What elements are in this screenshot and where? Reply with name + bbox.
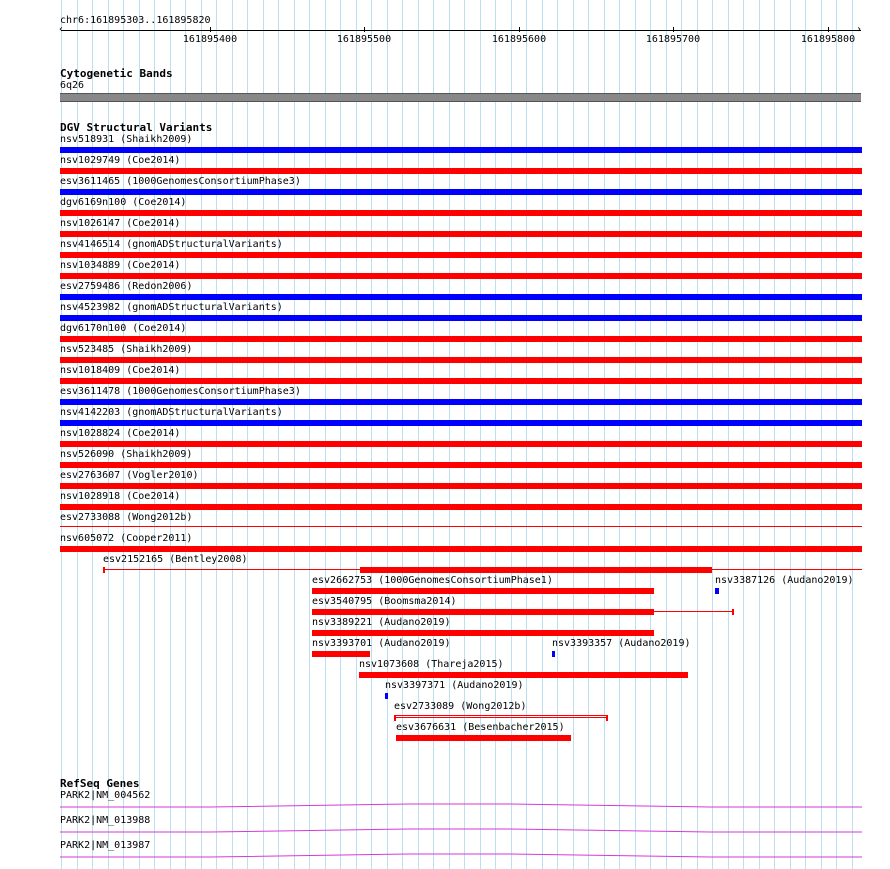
refseq-gene-label[interactable]: PARK2|NM_004562 xyxy=(60,790,151,801)
dgv-feature-bar[interactable] xyxy=(715,588,719,594)
feature-study: (gnomADStructuralVariants) xyxy=(120,407,283,418)
gridline xyxy=(356,0,357,869)
gridline xyxy=(821,0,822,869)
dgv-feature-bar[interactable] xyxy=(394,715,608,716)
gridline xyxy=(728,0,729,869)
dgv-feature-bar[interactable] xyxy=(60,252,862,258)
feature-study: (Wong2012b) xyxy=(120,512,193,523)
gridline xyxy=(573,0,574,869)
ruler-tick-label: 161895700 xyxy=(645,34,701,45)
dgv-feature-bar[interactable] xyxy=(60,546,862,552)
dgv-feature-bar[interactable] xyxy=(60,357,862,363)
gridline xyxy=(216,0,217,869)
feature-id: esv3611465 xyxy=(60,176,121,187)
location-label: chr6:161895303..161895820 xyxy=(60,15,211,26)
dgv-feature-bar[interactable] xyxy=(552,651,555,657)
feature-id: nsv605072 xyxy=(60,533,115,544)
dgv-feature-label[interactable] xyxy=(394,701,526,713)
dgv-track-title: DGV Structural Variants xyxy=(60,121,213,134)
dgv-feature-label[interactable] xyxy=(60,386,301,398)
intron-connector xyxy=(60,804,862,807)
refseq-gene-intron-line[interactable] xyxy=(60,803,862,809)
intron-connector xyxy=(60,829,862,832)
feature-study: (Redon2006) xyxy=(120,281,193,292)
feature-id: nsv4142203 xyxy=(60,407,121,418)
dgv-feature-label[interactable] xyxy=(312,617,451,629)
refseq-gene-intron-line[interactable] xyxy=(60,828,862,834)
feature-id: nsv1029749 xyxy=(60,155,121,166)
dgv-feature-bar[interactable] xyxy=(60,441,862,447)
feature-study: (1000GenomesConsortiumPhase3) xyxy=(120,176,301,187)
gridline xyxy=(805,0,806,869)
feature-id: esv3611478 xyxy=(60,386,121,397)
feature-id: nsv526090 xyxy=(60,449,115,460)
feature-id: nsv523485 xyxy=(60,344,115,355)
feature-study: (Coe2014) xyxy=(120,155,181,166)
dgv-feature-bar[interactable] xyxy=(60,168,862,174)
dgv-feature-label[interactable] xyxy=(60,239,283,251)
feature-study: (Coe2014) xyxy=(120,260,181,271)
dgv-feature-label[interactable] xyxy=(60,470,199,482)
feature-id: nsv1028824 xyxy=(60,428,121,439)
dgv-feature-label[interactable] xyxy=(385,680,524,692)
dgv-feature-bar[interactable] xyxy=(359,672,688,678)
feature-study: (Audano2019) xyxy=(372,617,451,628)
feature-id: nsv3393701 xyxy=(312,638,373,649)
dgv-feature-bar[interactable] xyxy=(312,651,370,657)
gridline xyxy=(387,0,388,869)
gridline xyxy=(650,0,651,869)
dgv-feature-bar[interactable] xyxy=(60,231,862,237)
gridline xyxy=(247,0,248,869)
dgv-feature-bar[interactable] xyxy=(312,609,654,615)
feature-id: dgv6169n100 xyxy=(60,197,127,208)
feature-study: (gnomADStructuralVariants) xyxy=(120,302,283,313)
feature-id: nsv3393357 xyxy=(552,638,613,649)
feature-id: nsv3387126 xyxy=(715,575,776,586)
dgv-feature-bar[interactable] xyxy=(60,399,862,405)
feature-study: (Besenbacher2015) xyxy=(456,722,565,733)
dgv-feature-label[interactable] xyxy=(60,428,180,440)
dgv-feature-end-cap xyxy=(732,609,734,615)
feature-id: dgv6170n100 xyxy=(60,323,127,334)
gridline xyxy=(278,0,279,869)
feature-id: esv3676631 xyxy=(396,722,457,733)
gridline xyxy=(712,0,713,869)
feature-id: esv2733089 xyxy=(394,701,455,712)
gridline xyxy=(697,0,698,869)
feature-study: (Coe2014) xyxy=(126,323,187,334)
feature-id: nsv3389221 xyxy=(312,617,373,628)
dgv-feature-label[interactable] xyxy=(60,512,192,524)
dgv-feature-end-cap xyxy=(103,567,105,573)
ruler-tick-label: 161895400 xyxy=(182,34,238,45)
feature-study: (1000GenomesConsortiumPhase1) xyxy=(372,575,553,586)
feature-study: (Audano2019) xyxy=(372,638,451,649)
ruler-tick xyxy=(519,27,520,32)
gridline xyxy=(852,0,853,869)
refseq-gene-label[interactable]: PARK2|NM_013987 xyxy=(60,840,151,851)
feature-id: nsv1026147 xyxy=(60,218,121,229)
gridline xyxy=(340,0,341,869)
feature-study: (Cooper2011) xyxy=(114,533,193,544)
gridline xyxy=(263,0,264,869)
feature-id: esv3540795 xyxy=(312,596,373,607)
feature-study: (Shaikh2009) xyxy=(114,134,193,145)
feature-id: esv2733088 xyxy=(60,512,121,523)
ruler-right-arrow: › xyxy=(856,24,863,35)
ruler-tick xyxy=(828,27,829,32)
refseq-gene-intron-line[interactable] xyxy=(60,853,862,859)
dgv-feature-label[interactable] xyxy=(312,575,553,587)
feature-study: (Thareja2015) xyxy=(419,659,504,670)
feature-id: nsv1073608 xyxy=(359,659,420,670)
dgv-feature-label[interactable] xyxy=(60,302,283,314)
feature-study: (Boomsma2014) xyxy=(372,596,457,607)
feature-id: nsv1018409 xyxy=(60,365,121,376)
dgv-feature-bar[interactable] xyxy=(60,315,862,321)
dgv-feature-label[interactable] xyxy=(60,365,180,377)
dgv-feature-label[interactable] xyxy=(552,638,691,650)
gridline xyxy=(836,0,837,869)
feature-study: (Coe2014) xyxy=(126,197,187,208)
dgv-feature-label[interactable] xyxy=(60,449,192,461)
feature-id: esv2763607 xyxy=(60,470,121,481)
dgv-feature-label[interactable] xyxy=(359,659,504,671)
feature-id: nsv4523982 xyxy=(60,302,121,313)
dgv-feature-bar[interactable] xyxy=(60,147,862,153)
feature-id: nsv4146514 xyxy=(60,239,121,250)
gridline xyxy=(666,0,667,869)
dgv-feature-label[interactable] xyxy=(60,344,192,356)
dgv-feature-label[interactable] xyxy=(715,575,854,587)
cytoband-bar[interactable] xyxy=(60,93,861,102)
dgv-feature-bar[interactable] xyxy=(60,294,862,300)
dgv-feature-bar[interactable] xyxy=(60,210,862,216)
dgv-feature-label[interactable] xyxy=(60,134,192,146)
gridline xyxy=(232,0,233,869)
dgv-feature-label[interactable] xyxy=(60,407,283,419)
dgv-feature-label[interactable] xyxy=(60,218,180,230)
gridline xyxy=(604,0,605,869)
dgv-feature-bar[interactable] xyxy=(60,273,862,279)
dgv-feature-label[interactable] xyxy=(60,323,186,335)
dgv-feature-bar[interactable] xyxy=(360,567,712,573)
dgv-feature-extent-line xyxy=(394,717,608,718)
gridline xyxy=(371,0,372,869)
gridline xyxy=(681,0,682,869)
feature-id: esv2662753 xyxy=(312,575,373,586)
feature-study: (Audano2019) xyxy=(445,680,524,691)
refseq-gene-label[interactable]: PARK2|NM_013988 xyxy=(60,815,151,826)
cytoband-track-title: Cytogenetic Bands xyxy=(60,67,173,80)
gridline xyxy=(635,0,636,869)
feature-id: nsv3397371 xyxy=(385,680,446,691)
dgv-feature-label[interactable] xyxy=(312,638,451,650)
refseq-track-title: RefSeq Genes xyxy=(60,777,140,790)
ruler-tick-label: 161895500 xyxy=(336,34,392,45)
gridline xyxy=(309,0,310,869)
dgv-feature-bar[interactable] xyxy=(60,336,862,342)
dgv-feature-label[interactable] xyxy=(60,176,301,188)
gridline xyxy=(743,0,744,869)
gridline xyxy=(588,0,589,869)
feature-study: (Bentley2008) xyxy=(163,554,248,565)
feature-study: (Coe2014) xyxy=(120,491,181,502)
ruler-tick xyxy=(210,27,211,32)
dgv-feature-bar[interactable] xyxy=(60,483,862,489)
dgv-feature-bar[interactable] xyxy=(60,462,862,468)
dgv-feature-label[interactable] xyxy=(60,533,192,545)
feature-study: (Wong2012b) xyxy=(454,701,527,712)
dgv-feature-bar[interactable] xyxy=(312,588,654,594)
gridline xyxy=(619,0,620,869)
dgv-feature-bar[interactable] xyxy=(60,378,862,384)
dgv-feature-bar[interactable] xyxy=(312,630,654,636)
feature-study: (Audano2019) xyxy=(775,575,854,586)
feature-id: nsv1028918 xyxy=(60,491,121,502)
intron-connector xyxy=(60,854,862,857)
dgv-feature-label[interactable] xyxy=(60,491,180,503)
ruler-line xyxy=(61,30,861,31)
feature-study: (gnomADStructuralVariants) xyxy=(120,239,283,250)
ruler-tick-label: 161895800 xyxy=(800,34,856,45)
feature-study: (Shaikh2009) xyxy=(114,344,193,355)
gridline xyxy=(294,0,295,869)
dgv-feature-label[interactable] xyxy=(103,554,248,566)
dgv-feature-label[interactable] xyxy=(396,722,565,734)
ruler-left-arrow: ‹ xyxy=(58,24,65,35)
ruler-tick-label: 161895600 xyxy=(491,34,547,45)
feature-study: (Shaikh2009) xyxy=(114,449,193,460)
dgv-feature-bar[interactable] xyxy=(60,189,862,195)
dgv-feature-bar[interactable] xyxy=(396,735,571,741)
feature-study: (Vogler2010) xyxy=(120,470,199,481)
gridline xyxy=(774,0,775,869)
dgv-feature-bar[interactable] xyxy=(60,504,862,510)
feature-id: nsv518931 xyxy=(60,134,115,145)
dgv-feature-bar[interactable] xyxy=(60,526,862,527)
gridline xyxy=(325,0,326,869)
feature-study: (Coe2014) xyxy=(120,428,181,439)
dgv-feature-bar[interactable] xyxy=(60,420,862,426)
feature-study: (Coe2014) xyxy=(120,365,181,376)
feature-id: nsv1034889 xyxy=(60,260,121,271)
ruler-tick xyxy=(673,27,674,32)
dgv-feature-label[interactable] xyxy=(60,155,180,167)
cytoband-label[interactable]: 6q26 xyxy=(60,80,85,91)
dgv-feature-label[interactable] xyxy=(60,260,180,272)
dgv-feature-label[interactable] xyxy=(60,281,192,293)
feature-id: esv2759486 xyxy=(60,281,121,292)
feature-study: (1000GenomesConsortiumPhase3) xyxy=(120,386,301,397)
dgv-feature-bar[interactable] xyxy=(385,693,388,699)
gridline xyxy=(759,0,760,869)
ruler-tick xyxy=(364,27,365,32)
dgv-feature-label[interactable] xyxy=(312,596,457,608)
feature-study: (Coe2014) xyxy=(120,218,181,229)
dgv-feature-label[interactable] xyxy=(60,197,186,209)
feature-id: esv2152165 xyxy=(103,554,164,565)
gridline xyxy=(790,0,791,869)
feature-study: (Audano2019) xyxy=(612,638,691,649)
